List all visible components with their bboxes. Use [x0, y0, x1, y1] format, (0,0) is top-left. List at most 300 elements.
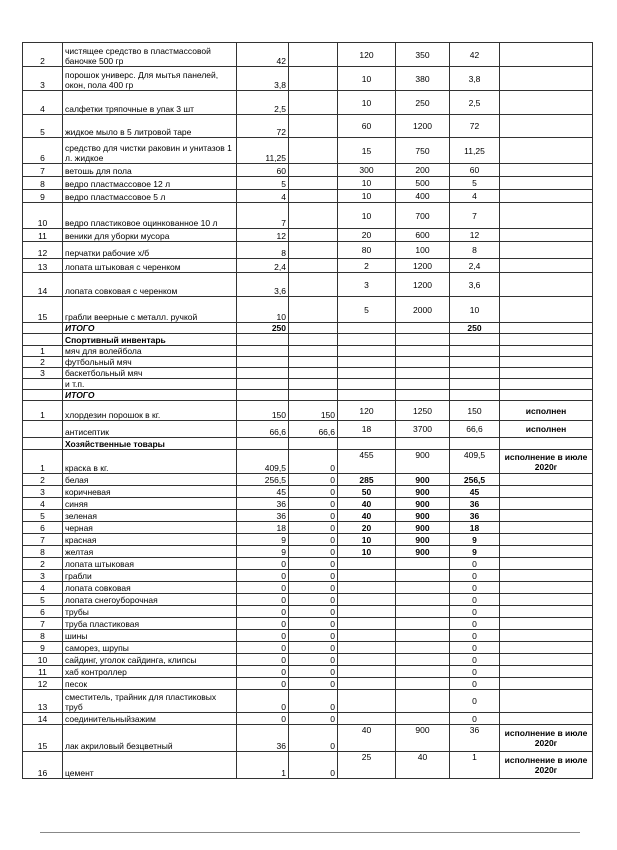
quantity-cell	[338, 594, 396, 606]
table-row	[23, 582, 593, 594]
status-note-cell: исполнен	[500, 401, 593, 421]
status-note-cell	[500, 273, 593, 297]
row-number-cell: 3	[23, 570, 63, 582]
table-row	[23, 510, 593, 522]
unit-price-cell: 200	[396, 164, 450, 177]
status-note-cell	[500, 229, 593, 242]
row-number-cell: 9	[23, 642, 63, 654]
amount-cell: 0	[450, 594, 500, 606]
table-row	[23, 242, 593, 259]
quantity-cell: 285	[338, 474, 396, 486]
row-number-cell: 2	[23, 357, 63, 368]
row-number-cell: 3	[23, 67, 63, 91]
quantity-cell	[338, 390, 396, 401]
table-row	[23, 474, 593, 486]
planned-qty-cell: 9	[237, 546, 289, 558]
unit-price-cell	[396, 594, 450, 606]
amount-cell: 1	[450, 752, 500, 779]
status-note-cell	[500, 474, 593, 486]
amount-cell: 18	[450, 522, 500, 534]
unit-price-cell	[396, 368, 450, 379]
table-row	[23, 323, 593, 334]
table-row	[23, 357, 593, 368]
unit-price-cell: 900	[396, 510, 450, 522]
planned-qty-cell: 10	[237, 297, 289, 323]
table-row	[23, 606, 593, 618]
row-number-cell: 2	[23, 558, 63, 570]
item-name-cell: трубы	[63, 606, 237, 618]
status-note-cell	[500, 534, 593, 546]
unit-price-cell: 100	[396, 242, 450, 259]
planned-qty-cell: 36	[237, 510, 289, 522]
item-name-cell: и т.п.	[63, 379, 237, 390]
actual-qty-cell: 0	[289, 690, 338, 713]
row-number-cell: 13	[23, 690, 63, 713]
quantity-cell: 455	[338, 450, 396, 474]
quantity-cell	[338, 606, 396, 618]
table-row	[23, 43, 593, 67]
unit-price-cell: 900	[396, 486, 450, 498]
unit-price-cell	[396, 654, 450, 666]
quantity-cell	[338, 346, 396, 357]
table-row	[23, 570, 593, 582]
amount-cell: 72	[450, 115, 500, 138]
status-note-cell	[500, 570, 593, 582]
amount-cell: 256,5	[450, 474, 500, 486]
quantity-cell	[338, 654, 396, 666]
status-note-cell	[500, 390, 593, 401]
row-number-cell	[23, 334, 63, 346]
quantity-cell: 80	[338, 242, 396, 259]
table-row	[23, 379, 593, 390]
actual-qty-cell: 0	[289, 582, 338, 594]
row-number-cell: 13	[23, 259, 63, 273]
planned-qty-cell: 60	[237, 164, 289, 177]
unit-price-cell: 900	[396, 474, 450, 486]
amount-cell: 250	[450, 323, 500, 334]
row-number-cell: 12	[23, 678, 63, 690]
status-note-cell	[500, 713, 593, 725]
status-note-cell	[500, 438, 593, 450]
status-note-cell	[500, 346, 593, 357]
row-number-cell: 14	[23, 713, 63, 725]
table-row	[23, 522, 593, 534]
item-name-cell: салфетки тряпочные в упак 3 шт	[63, 91, 237, 115]
actual-qty-cell: 0	[289, 570, 338, 582]
quantity-cell	[338, 666, 396, 678]
item-name-cell: баскетбольный мяч	[63, 368, 237, 379]
quantity-cell: 10	[338, 534, 396, 546]
quantity-cell: 40	[338, 510, 396, 522]
status-note-cell	[500, 618, 593, 630]
table-row	[23, 91, 593, 115]
quantity-cell: 300	[338, 164, 396, 177]
planned-qty-cell	[237, 334, 289, 346]
actual-qty-cell	[289, 323, 338, 334]
actual-qty-cell	[289, 390, 338, 401]
actual-qty-cell: 0	[289, 725, 338, 752]
status-note-cell	[500, 297, 593, 323]
unit-price-cell: 3700	[396, 421, 450, 438]
status-note-cell	[500, 678, 593, 690]
item-name-cell: Хозяйственные товары	[63, 438, 237, 450]
actual-qty-cell	[289, 259, 338, 273]
status-note-cell	[500, 334, 593, 346]
table-row	[23, 203, 593, 229]
unit-price-cell: 380	[396, 67, 450, 91]
item-name-cell: веники для уборки мусора	[63, 229, 237, 242]
quantity-cell	[338, 334, 396, 346]
table-row	[23, 138, 593, 164]
quantity-cell	[338, 357, 396, 368]
item-name-cell: песок	[63, 678, 237, 690]
status-note-cell: исполнение в июле 2020г	[500, 752, 593, 779]
quantity-cell: 60	[338, 115, 396, 138]
item-name-cell: краска в кг.	[63, 450, 237, 474]
quantity-cell	[338, 713, 396, 725]
status-note-cell	[500, 642, 593, 654]
quantity-cell	[338, 582, 396, 594]
item-name-cell: грабли веерные с металл. ручкой	[63, 297, 237, 323]
planned-qty-cell: 409,5	[237, 450, 289, 474]
row-number-cell: 4	[23, 582, 63, 594]
planned-qty-cell: 150	[237, 401, 289, 421]
planned-qty-cell: 36	[237, 498, 289, 510]
amount-cell: 36	[450, 510, 500, 522]
actual-qty-cell: 0	[289, 654, 338, 666]
planned-qty-cell: 9	[237, 534, 289, 546]
actual-qty-cell	[289, 177, 338, 190]
table-row	[23, 297, 593, 323]
row-number-cell: 1	[23, 401, 63, 421]
item-name-cell: цемент	[63, 752, 237, 779]
unit-price-cell: 500	[396, 177, 450, 190]
unit-price-cell: 700	[396, 203, 450, 229]
status-note-cell	[500, 558, 593, 570]
amount-cell: 409,5	[450, 450, 500, 474]
status-note-cell	[500, 43, 593, 67]
planned-qty-cell: 5	[237, 177, 289, 190]
planned-qty-cell: 250	[237, 323, 289, 334]
status-note-cell	[500, 594, 593, 606]
status-note-cell	[500, 190, 593, 203]
row-number-cell: 7	[23, 164, 63, 177]
amount-cell: 150	[450, 401, 500, 421]
actual-qty-cell: 0	[289, 486, 338, 498]
table-row	[23, 630, 593, 642]
unit-price-cell: 250	[396, 91, 450, 115]
quantity-cell: 40	[338, 725, 396, 752]
item-name-cell: соединительныйзажим	[63, 713, 237, 725]
actual-qty-cell	[289, 190, 338, 203]
actual-qty-cell	[289, 229, 338, 242]
amount-cell: 66,6	[450, 421, 500, 438]
table-row	[23, 273, 593, 297]
planned-qty-cell: 66,6	[237, 421, 289, 438]
row-number-cell: 6	[23, 522, 63, 534]
planned-qty-cell: 0	[237, 618, 289, 630]
planned-qty-cell: 0	[237, 594, 289, 606]
amount-cell: 0	[450, 630, 500, 642]
planned-qty-cell	[237, 346, 289, 357]
table-row	[23, 390, 593, 401]
unit-price-cell: 900	[396, 450, 450, 474]
row-number-cell	[23, 323, 63, 334]
row-number-cell: 3	[23, 486, 63, 498]
amount-cell: 2,5	[450, 91, 500, 115]
table-row	[23, 115, 593, 138]
status-note-cell	[500, 115, 593, 138]
planned-qty-cell: 0	[237, 606, 289, 618]
amount-cell: 0	[450, 690, 500, 713]
quantity-cell: 120	[338, 401, 396, 421]
table-row	[23, 498, 593, 510]
item-name-cell: синяя	[63, 498, 237, 510]
row-number-cell: 10	[23, 203, 63, 229]
status-note-cell	[500, 259, 593, 273]
table-row	[23, 421, 593, 438]
planned-qty-cell	[237, 379, 289, 390]
item-name-cell: саморез, шрупы	[63, 642, 237, 654]
actual-qty-cell: 0	[289, 606, 338, 618]
item-name-cell: ведро пластмассовое 5 л	[63, 190, 237, 203]
row-number-cell: 11	[23, 666, 63, 678]
unit-price-cell: 900	[396, 522, 450, 534]
amount-cell: 36	[450, 498, 500, 510]
table-row	[23, 654, 593, 666]
amount-cell: 45	[450, 486, 500, 498]
quantity-cell: 40	[338, 498, 396, 510]
unit-price-cell	[396, 678, 450, 690]
actual-qty-cell: 0	[289, 546, 338, 558]
row-number-cell: 5	[23, 594, 63, 606]
planned-qty-cell	[237, 438, 289, 450]
actual-qty-cell: 0	[289, 678, 338, 690]
item-name-cell: лопата совковая	[63, 582, 237, 594]
item-name-cell: Спортивный инвентарь	[63, 334, 237, 346]
actual-qty-cell	[289, 203, 338, 229]
unit-price-cell	[396, 323, 450, 334]
unit-price-cell: 600	[396, 229, 450, 242]
planned-qty-cell: 36	[237, 725, 289, 752]
item-name-cell: сместитель, трайник для пластиковых труб	[63, 690, 237, 713]
amount-cell	[450, 346, 500, 357]
item-name-cell: белая	[63, 474, 237, 486]
status-note-cell	[500, 654, 593, 666]
status-note-cell	[500, 357, 593, 368]
item-name-cell: чистящее средство в пластмассовой баночке 500 гр	[63, 43, 237, 67]
unit-price-cell	[396, 618, 450, 630]
status-note-cell	[500, 486, 593, 498]
quantity-cell: 10	[338, 546, 396, 558]
actual-qty-cell	[289, 357, 338, 368]
row-number-cell: 8	[23, 177, 63, 190]
actual-qty-cell: 0	[289, 618, 338, 630]
table-row	[23, 546, 593, 558]
status-note-cell	[500, 510, 593, 522]
planned-qty-cell: 45	[237, 486, 289, 498]
item-name-cell: лопата снегоуборочная	[63, 594, 237, 606]
actual-qty-cell: 0	[289, 642, 338, 654]
amount-cell: 36	[450, 725, 500, 752]
table-row	[23, 486, 593, 498]
item-name-cell: труба пластиковая	[63, 618, 237, 630]
status-note-cell: исполнение в июле 2020г	[500, 450, 593, 474]
table-row	[23, 642, 593, 654]
unit-price-cell: 750	[396, 138, 450, 164]
amount-cell: 4	[450, 190, 500, 203]
item-name-cell: средство для чистки раковин и унитазов 1 л. жидкое	[63, 138, 237, 164]
table-row	[23, 346, 593, 357]
actual-qty-cell: 0	[289, 522, 338, 534]
planned-qty-cell: 4	[237, 190, 289, 203]
status-note-cell	[500, 203, 593, 229]
quantity-cell: 5	[338, 297, 396, 323]
quantity-cell: 15	[338, 138, 396, 164]
row-number-cell: 14	[23, 273, 63, 297]
actual-qty-cell	[289, 43, 338, 67]
amount-cell: 60	[450, 164, 500, 177]
unit-price-cell: 900	[396, 546, 450, 558]
actual-qty-cell: 0	[289, 450, 338, 474]
planned-qty-cell: 3,8	[237, 67, 289, 91]
item-name-cell: лопата совковая с черенком	[63, 273, 237, 297]
amount-cell	[450, 368, 500, 379]
table-row	[23, 229, 593, 242]
status-note-cell	[500, 368, 593, 379]
amount-cell: 9	[450, 546, 500, 558]
table-row	[23, 67, 593, 91]
item-name-cell: ИТОГО	[63, 323, 237, 334]
row-number-cell: 1	[23, 450, 63, 474]
unit-price-cell: 2000	[396, 297, 450, 323]
table-row	[23, 438, 593, 450]
amount-cell	[450, 357, 500, 368]
actual-qty-cell: 150	[289, 401, 338, 421]
status-note-cell	[500, 666, 593, 678]
status-note-cell	[500, 138, 593, 164]
table-row	[23, 368, 593, 379]
planned-qty-cell: 256,5	[237, 474, 289, 486]
planned-qty-cell: 0	[237, 642, 289, 654]
planned-qty-cell: 1	[237, 752, 289, 779]
planned-qty-cell: 3,6	[237, 273, 289, 297]
item-name-cell: ветошь для пола	[63, 164, 237, 177]
planned-qty-cell	[237, 390, 289, 401]
quantity-cell: 3	[338, 273, 396, 297]
item-name-cell: шины	[63, 630, 237, 642]
planned-qty-cell: 0	[237, 630, 289, 642]
item-name-cell: жидкое мыло в 5 литровой таре	[63, 115, 237, 138]
amount-cell: 0	[450, 606, 500, 618]
status-note-cell	[500, 379, 593, 390]
unit-price-cell	[396, 690, 450, 713]
unit-price-cell: 900	[396, 498, 450, 510]
actual-qty-cell: 0	[289, 630, 338, 642]
unit-price-cell	[396, 357, 450, 368]
item-name-cell: хаб контроллер	[63, 666, 237, 678]
unit-price-cell: 1200	[396, 273, 450, 297]
actual-qty-cell: 0	[289, 752, 338, 779]
amount-cell: 9	[450, 534, 500, 546]
planned-qty-cell	[237, 357, 289, 368]
unit-price-cell: 350	[396, 43, 450, 67]
table-row	[23, 334, 593, 346]
status-note-cell	[500, 630, 593, 642]
planned-qty-cell: 2,4	[237, 259, 289, 273]
status-note-cell	[500, 546, 593, 558]
table-row	[23, 690, 593, 713]
item-name-cell: лак акриловый безцветный	[63, 725, 237, 752]
amount-cell	[450, 390, 500, 401]
amount-cell: 2,4	[450, 259, 500, 273]
status-note-cell	[500, 606, 593, 618]
unit-price-cell	[396, 582, 450, 594]
row-number-cell	[23, 390, 63, 401]
status-note-cell	[500, 177, 593, 190]
table-row	[23, 678, 593, 690]
amount-cell: 7	[450, 203, 500, 229]
row-number-cell: 8	[23, 546, 63, 558]
row-number-cell: 15	[23, 297, 63, 323]
quantity-cell	[338, 678, 396, 690]
planned-qty-cell: 11,25	[237, 138, 289, 164]
item-name-cell: ведро пластмассовое 12 л	[63, 177, 237, 190]
quantity-cell: 10	[338, 190, 396, 203]
amount-cell: 0	[450, 558, 500, 570]
unit-price-cell	[396, 570, 450, 582]
actual-qty-cell: 0	[289, 498, 338, 510]
table-row	[23, 594, 593, 606]
unit-price-cell	[396, 630, 450, 642]
status-note-cell	[500, 91, 593, 115]
actual-qty-cell	[289, 91, 338, 115]
actual-qty-cell	[289, 297, 338, 323]
row-number-cell: 2	[23, 474, 63, 486]
item-name-cell: ведро пластиковое оцинкованное 10 л	[63, 203, 237, 229]
planned-qty-cell: 7	[237, 203, 289, 229]
actual-qty-cell: 0	[289, 510, 338, 522]
planned-qty-cell: 0	[237, 678, 289, 690]
amount-cell: 0	[450, 713, 500, 725]
quantity-cell: 20	[338, 229, 396, 242]
quantity-cell	[338, 642, 396, 654]
amount-cell	[450, 438, 500, 450]
status-note-cell	[500, 498, 593, 510]
quantity-cell: 50	[338, 486, 396, 498]
item-name-cell: антисептик	[63, 421, 237, 438]
amount-cell: 12	[450, 229, 500, 242]
table-row	[23, 401, 593, 421]
amount-cell: 0	[450, 618, 500, 630]
amount-cell: 3,6	[450, 273, 500, 297]
quantity-cell	[338, 379, 396, 390]
table-row	[23, 177, 593, 190]
table-row	[23, 618, 593, 630]
amount-cell: 42	[450, 43, 500, 67]
quantity-cell	[338, 438, 396, 450]
item-name-cell: зеленая	[63, 510, 237, 522]
amount-cell: 0	[450, 666, 500, 678]
amount-cell: 3,8	[450, 67, 500, 91]
row-number-cell: 8	[23, 630, 63, 642]
unit-price-cell	[396, 666, 450, 678]
item-name-cell: красная	[63, 534, 237, 546]
row-number-cell: 5	[23, 510, 63, 522]
planned-qty-cell: 18	[237, 522, 289, 534]
quantity-cell: 10	[338, 67, 396, 91]
quantity-cell: 20	[338, 522, 396, 534]
